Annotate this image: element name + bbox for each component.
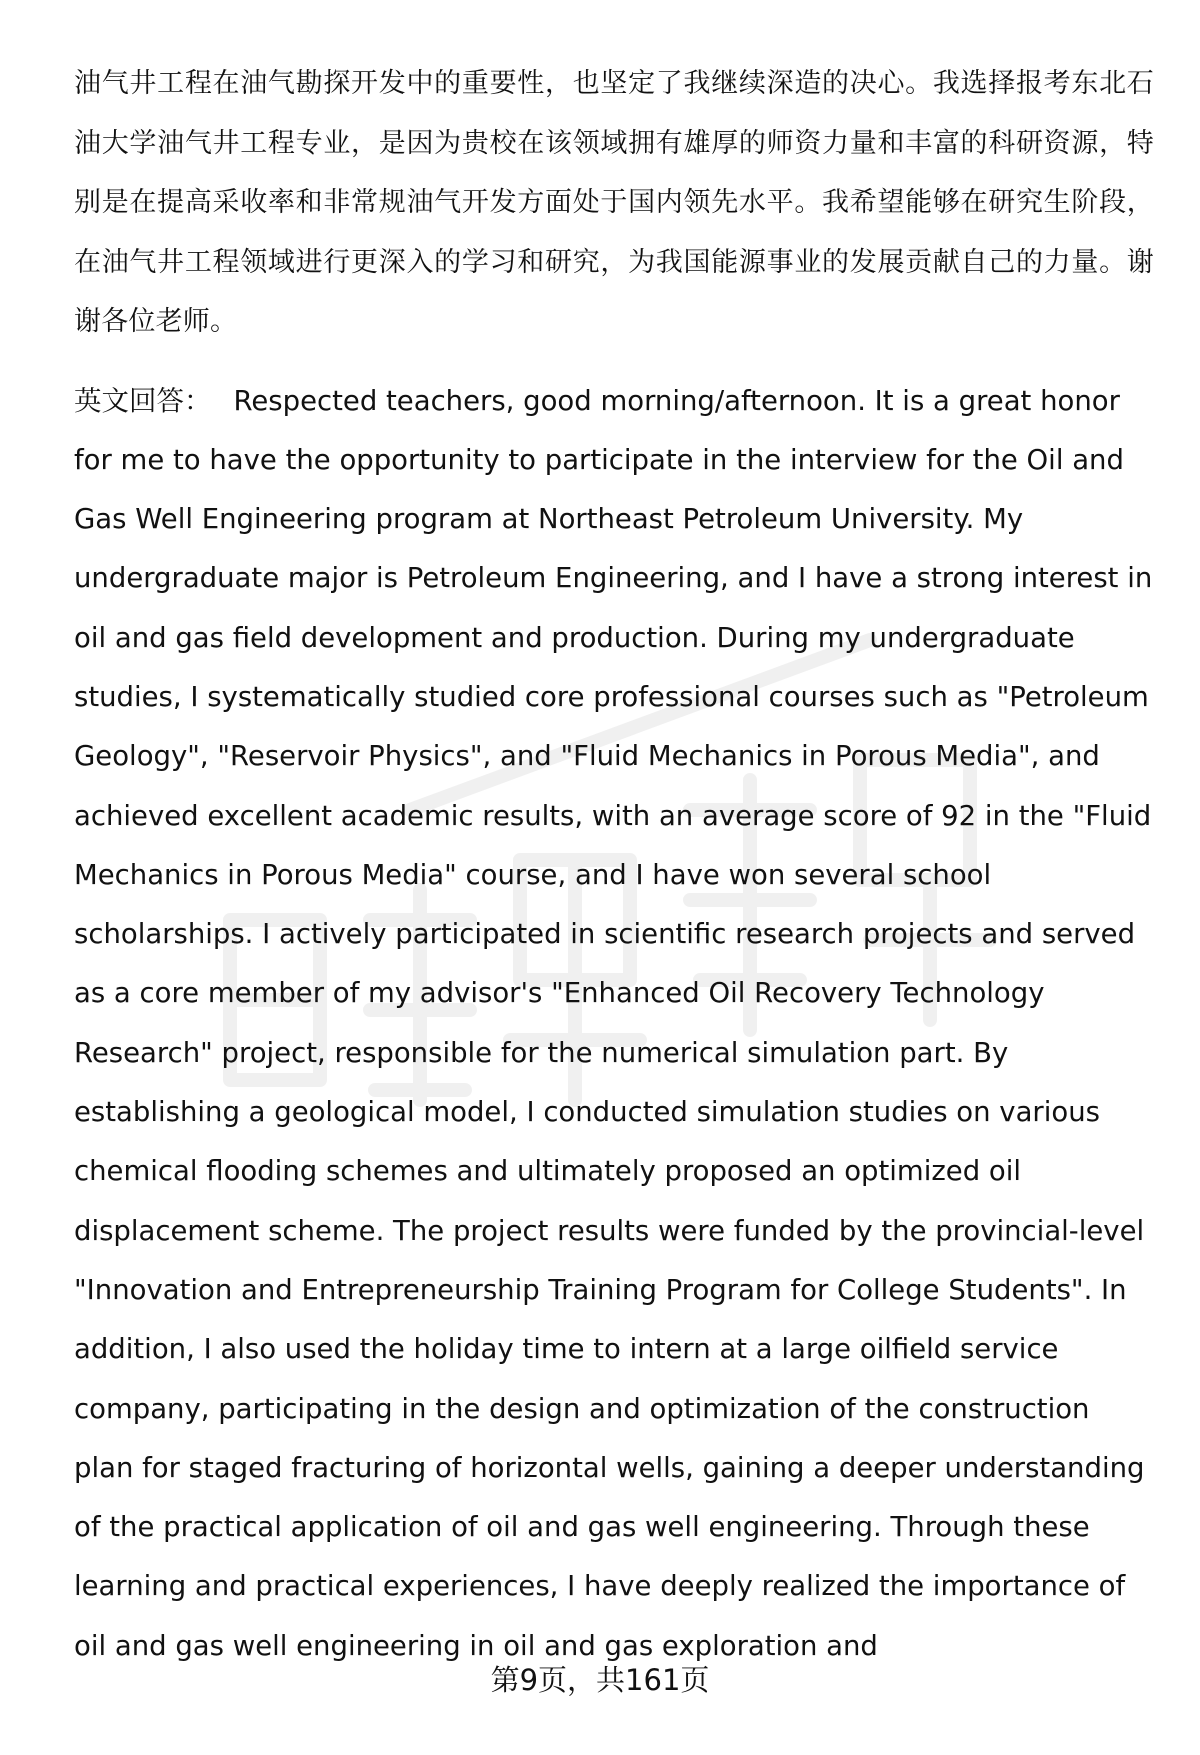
chinese-answer-paragraph: 油气井工程在油气勘探开发中的重要性，也坚定了我继续深造的决心。我选择报考东北石油大学油气井工程专业，是因为贵校在该领域拥有雄厚的师资力量和丰富的科研资源，特别是在提高采收率和非常规油气开发方面处于国内领先水平。我希望能够在研究生阶段，在油气井工程领域进行更深入的学习和研究，为我国能源事业的发展贡献自己的力量。谢谢各位老师。: [74, 68, 1154, 337]
english-answer-label: 英文回答：: [74, 384, 212, 417]
document-body: [74, 54, 1154, 1676]
english-answer-text: Respected teachers, good morning/afternoon. It is a great honor for me to have the opportunity to participate in the interview for the Oil and Gas Well Engineering program at Northeast Petroleum University. My undergraduate major is Petroleum Engineering, and I have a strong interest in oil and gas field development and production. During my undergraduate studies, I systematically studied core professional courses such as "Petroleum Geology", "Reservoir Physics", and "Fluid Mechanics in Porous Media", and achieved excellent academic results, with an average score of 92 in the "Fluid Mechanics in Porous Media" course, and I have won several school scholarships. I actively participated in scientific research projects and served as a core member of my advisor's "Enhanced Oil Recovery Technology Research" project, responsible for the numerical simulation part. By establishing a geological model, I conducted simulation studies on various chemical flooding schemes and ultimately proposed an optimized oil displacement scheme. The project results were funded by the provincial-level "Innovation and Entrepreneurship Training Program for College Students". In addition, I also used the holiday time to intern at a large oilfield service company, participating in the design and optimization of the construction plan for staged fracturing of horizontal wells, gaining a deeper understanding of the practical application of oil and gas well engineering. Through these learning and practical experiences, I have deeply realized the importance of oil and gas well engineering in oil and gas exploration and: [74, 384, 1153, 1662]
page-number-footer: 第9页，共161页: [490, 1663, 710, 1697]
english-answer-paragraph: [74, 372, 1154, 1677]
